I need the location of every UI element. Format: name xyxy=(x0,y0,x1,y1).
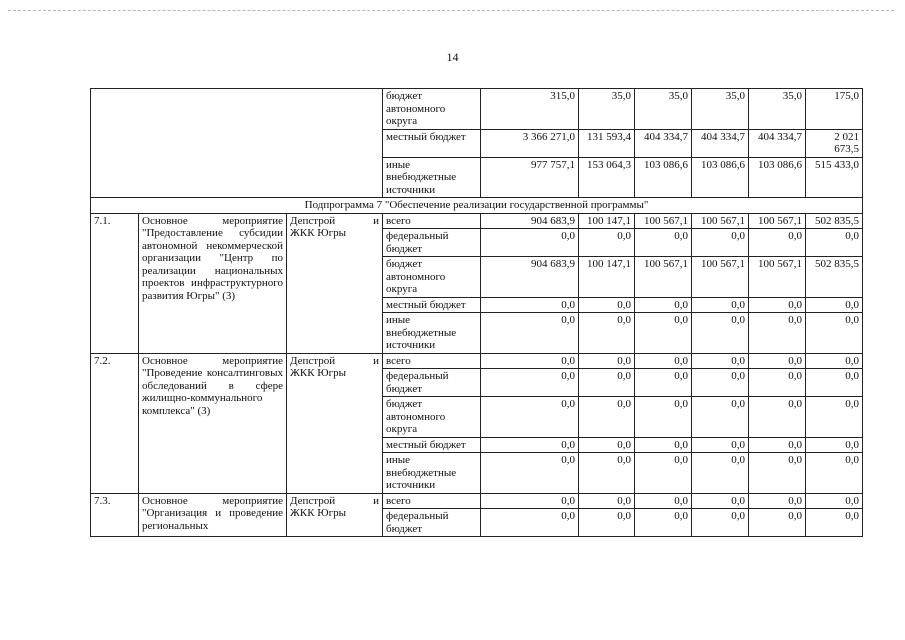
table-row xyxy=(91,198,863,214)
executor-line xyxy=(290,215,379,228)
funding-source-cell: бюджет автономного округа xyxy=(383,257,481,298)
funding-source-cell: бюджет автономного округа xyxy=(383,397,481,438)
value-cell: 0,0 xyxy=(635,229,692,257)
value-cell: 0,0 xyxy=(749,453,806,494)
value-cell: 0,0 xyxy=(692,397,749,438)
value-cell: 0,0 xyxy=(635,297,692,313)
value-cell: 0,0 xyxy=(749,369,806,397)
executor-name: Депстрой xyxy=(290,494,336,507)
value-cell: 502 835,5 xyxy=(806,213,863,229)
item-number-cell: 7.1. xyxy=(91,213,139,353)
value-cell: 0,0 xyxy=(806,313,863,354)
value-cell: 404 334,7 xyxy=(635,129,692,157)
value-cell: 404 334,7 xyxy=(749,129,806,157)
funding-source-cell: федеральный бюджет xyxy=(383,369,481,397)
value-cell: 0,0 xyxy=(481,369,579,397)
value-cell: 0,0 xyxy=(635,397,692,438)
value-cell: 0,0 xyxy=(579,229,635,257)
value-cell: 0,0 xyxy=(692,493,749,509)
value-cell: 0,0 xyxy=(749,397,806,438)
page-top-border xyxy=(8,10,894,11)
item-description-cell: Основное мероприятие "Проведение консалтинговых обследований в сфере жилищно-коммунального комплекса" (3) xyxy=(139,353,287,493)
value-cell: 35,0 xyxy=(749,89,806,130)
funding-source-cell: бюджет автономного округа xyxy=(383,89,481,130)
value-cell: 0,0 xyxy=(806,437,863,453)
funding-source-cell: иные внебюджетные источники xyxy=(383,453,481,494)
executor-conjunction: и xyxy=(373,494,380,507)
item-description-cell: Основное мероприятие "Предоставление субсидии автономной некоммерческой организации "Центр по реализации национальных проектов инфраструктурного развития Югры" (3) xyxy=(139,213,287,353)
value-cell: 0,0 xyxy=(635,369,692,397)
value-cell: 0,0 xyxy=(635,353,692,369)
executor-conjunction: и xyxy=(373,214,380,227)
value-cell: 100 567,1 xyxy=(692,257,749,298)
value-cell: 100 147,1 xyxy=(579,213,635,229)
value-cell: 103 086,6 xyxy=(692,157,749,198)
item-description-cell: Основное мероприятие "Организация и проведение региональных xyxy=(139,493,287,537)
value-cell: 904 683,9 xyxy=(481,213,579,229)
value-cell: 0,0 xyxy=(635,437,692,453)
value-cell: 131 593,4 xyxy=(579,129,635,157)
value-cell: 0,0 xyxy=(579,313,635,354)
executor-cell xyxy=(287,213,383,353)
value-cell: 100 567,1 xyxy=(749,257,806,298)
executor-name-second: ЖКК Югры xyxy=(290,367,346,379)
table-row xyxy=(91,213,863,229)
value-cell: 977 757,1 xyxy=(481,157,579,198)
executor-line xyxy=(290,495,379,508)
executor-name: Депстрой xyxy=(290,214,336,227)
value-cell: 0,0 xyxy=(749,353,806,369)
executor-cell xyxy=(287,353,383,493)
value-cell: 0,0 xyxy=(481,437,579,453)
funding-source-cell: иные внебюджетные источники xyxy=(383,313,481,354)
value-cell: 315,0 xyxy=(481,89,579,130)
value-cell: 0,0 xyxy=(806,509,863,537)
value-cell: 100 567,1 xyxy=(635,257,692,298)
value-cell: 0,0 xyxy=(579,397,635,438)
value-cell: 0,0 xyxy=(481,509,579,537)
value-cell: 0,0 xyxy=(481,397,579,438)
funding-source-cell: федеральный бюджет xyxy=(383,229,481,257)
subprogram-heading: Подпрограмма 7 "Обеспечение реализации государственной программы" xyxy=(91,198,863,214)
value-cell: 0,0 xyxy=(579,297,635,313)
value-cell: 0,0 xyxy=(749,509,806,537)
value-cell: 0,0 xyxy=(481,313,579,354)
value-cell: 0,0 xyxy=(692,229,749,257)
funding-source-cell: федеральный бюджет xyxy=(383,509,481,537)
value-cell: 515 433,0 xyxy=(806,157,863,198)
value-cell: 0,0 xyxy=(806,493,863,509)
value-cell: 502 835,5 xyxy=(806,257,863,298)
value-cell: 0,0 xyxy=(692,437,749,453)
value-cell: 0,0 xyxy=(806,453,863,494)
funding-source-cell: всего xyxy=(383,493,481,509)
value-cell: 35,0 xyxy=(692,89,749,130)
item-number-cell: 7.2. xyxy=(91,353,139,493)
value-cell: 175,0 xyxy=(806,89,863,130)
value-cell: 0,0 xyxy=(481,453,579,494)
value-cell: 0,0 xyxy=(692,313,749,354)
funding-source-cell: всего xyxy=(383,353,481,369)
funding-source-cell: местный бюджет xyxy=(383,297,481,313)
value-cell: 0,0 xyxy=(481,297,579,313)
value-cell: 0,0 xyxy=(806,297,863,313)
value-cell: 0,0 xyxy=(692,509,749,537)
value-cell: 100 567,1 xyxy=(635,213,692,229)
value-cell: 0,0 xyxy=(579,369,635,397)
value-cell: 0,0 xyxy=(481,493,579,509)
value-cell: 0,0 xyxy=(749,297,806,313)
value-cell: 0,0 xyxy=(481,229,579,257)
value-cell: 103 086,6 xyxy=(749,157,806,198)
funding-source-cell: всего xyxy=(383,213,481,229)
value-cell: 404 334,7 xyxy=(692,129,749,157)
value-cell: 2 021 673,5 xyxy=(806,129,863,157)
value-cell: 0,0 xyxy=(749,493,806,509)
value-cell: 0,0 xyxy=(749,313,806,354)
funding-source-cell: местный бюджет xyxy=(383,129,481,157)
value-cell: 0,0 xyxy=(692,369,749,397)
value-cell: 0,0 xyxy=(635,313,692,354)
table-row xyxy=(91,493,863,509)
executor-conjunction: и xyxy=(373,354,380,367)
executor-name: Депстрой xyxy=(290,354,336,367)
value-cell: 3 366 271,0 xyxy=(481,129,579,157)
funding-source-cell: местный бюджет xyxy=(383,437,481,453)
value-cell: 35,0 xyxy=(635,89,692,130)
value-cell: 0,0 xyxy=(579,353,635,369)
table-row xyxy=(91,353,863,369)
page-number: 14 xyxy=(446,50,459,64)
value-cell: 0,0 xyxy=(806,397,863,438)
executor-line xyxy=(290,355,379,368)
value-cell: 0,0 xyxy=(692,453,749,494)
value-cell: 103 086,6 xyxy=(635,157,692,198)
value-cell: 0,0 xyxy=(749,437,806,453)
value-cell: 0,0 xyxy=(806,229,863,257)
value-cell: 0,0 xyxy=(749,229,806,257)
value-cell: 0,0 xyxy=(692,353,749,369)
value-cell: 0,0 xyxy=(579,509,635,537)
value-cell: 100 567,1 xyxy=(749,213,806,229)
budget-table xyxy=(90,88,863,537)
value-cell: 0,0 xyxy=(635,509,692,537)
executor-cell xyxy=(287,493,383,537)
value-cell: 153 064,3 xyxy=(579,157,635,198)
value-cell: 35,0 xyxy=(579,89,635,130)
value-cell: 0,0 xyxy=(692,297,749,313)
value-cell: 100 567,1 xyxy=(692,213,749,229)
item-number-cell: 7.3. xyxy=(91,493,139,537)
value-cell: 0,0 xyxy=(579,493,635,509)
value-cell: 0,0 xyxy=(635,493,692,509)
table-row xyxy=(91,89,863,130)
value-cell: 0,0 xyxy=(635,453,692,494)
value-cell: 0,0 xyxy=(579,453,635,494)
value-cell: 100 147,1 xyxy=(579,257,635,298)
value-cell: 0,0 xyxy=(579,437,635,453)
executor-name-second: ЖКК Югры xyxy=(290,507,346,519)
value-cell: 904 683,9 xyxy=(481,257,579,298)
value-cell: 0,0 xyxy=(806,353,863,369)
continuation-blank-cell xyxy=(91,89,383,198)
value-cell: 0,0 xyxy=(806,369,863,397)
funding-source-cell: иные внебюджетные источники xyxy=(383,157,481,198)
executor-name-second: ЖКК Югры xyxy=(290,227,346,239)
value-cell: 0,0 xyxy=(481,353,579,369)
